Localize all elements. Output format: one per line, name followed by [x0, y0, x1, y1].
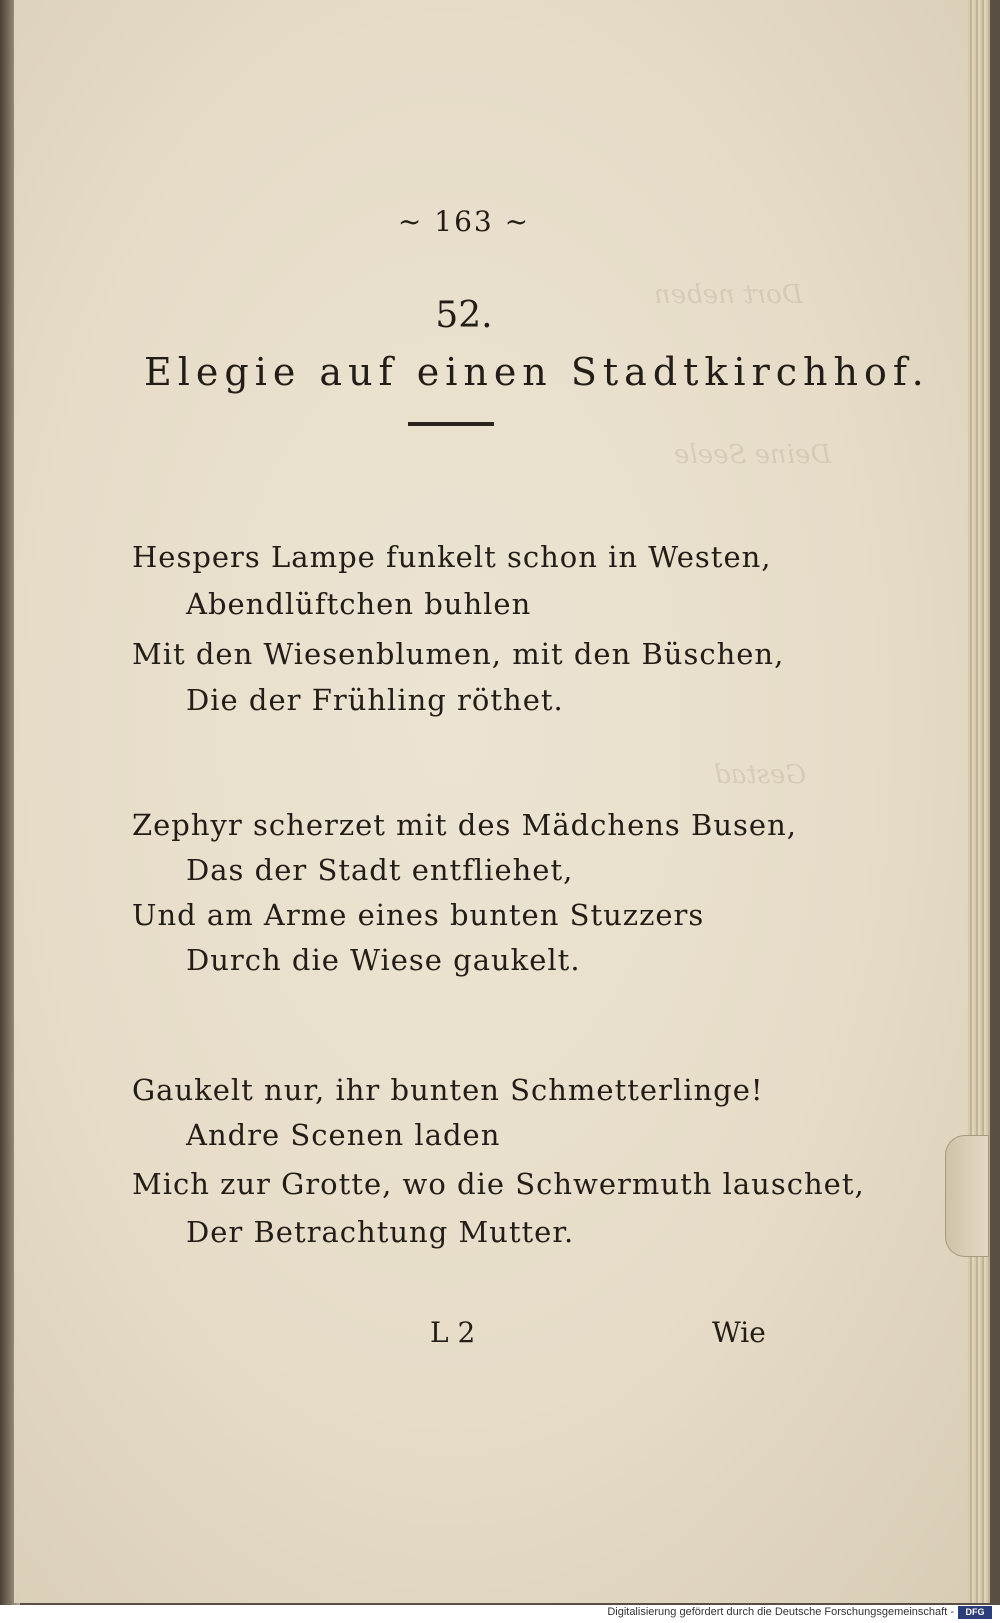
stanza2-line4: Durch die Wiese gaukelt.: [186, 943, 581, 977]
dfg-logo: DFG: [958, 1606, 992, 1619]
stanza3-line4: Der Betrachtung Mutter.: [186, 1215, 575, 1249]
stanza1-line2: Abendlüftchen buhlen: [186, 587, 532, 621]
stanza3-line1: Gaukelt nur, ihr bunten Schmetterlinge!: [132, 1073, 764, 1107]
stanza1-line4: Die der Frühling röthet.: [186, 683, 564, 717]
title-rule: [408, 422, 494, 426]
poem-title: Elegie auf einen Stadtkirchhof.: [144, 350, 930, 394]
footer-credit: Digitalisierung gefördert durch die Deutsche Forschungsgemeinschaft -: [607, 1606, 954, 1618]
show-through-text: Dort neben: [654, 280, 803, 310]
page-block-edge: [968, 0, 990, 1603]
book-page: [14, 0, 986, 1603]
catchword: Wie: [712, 1316, 766, 1349]
show-through-text: Deine Seele: [674, 440, 832, 470]
page-folio: ~ 163 ~: [397, 205, 531, 238]
stanza3-line2: Andre Scenen laden: [186, 1118, 501, 1152]
stanza1-line1: Hespers Lampe funkelt schon in Westen,: [132, 540, 772, 574]
stanza2-line2: Das der Stadt entfliehet,: [186, 853, 574, 887]
stanza2-line3: Und am Arme eines bunten Stuzzers: [132, 898, 705, 932]
stanza1-line3: Mit den Wiesenblumen, mit den Büschen,: [132, 637, 785, 671]
stanza3-line3: Mich zur Grotte, wo die Schwermuth lauschet,: [132, 1167, 865, 1201]
poem-number: 52.: [435, 295, 493, 336]
show-through-text: Gestad: [714, 760, 807, 790]
stanza2-line1: Zephyr scherzet mit des Mädchens Busen,: [132, 808, 797, 842]
signature-mark: L 2: [430, 1316, 476, 1349]
page-tab: [945, 1135, 989, 1257]
